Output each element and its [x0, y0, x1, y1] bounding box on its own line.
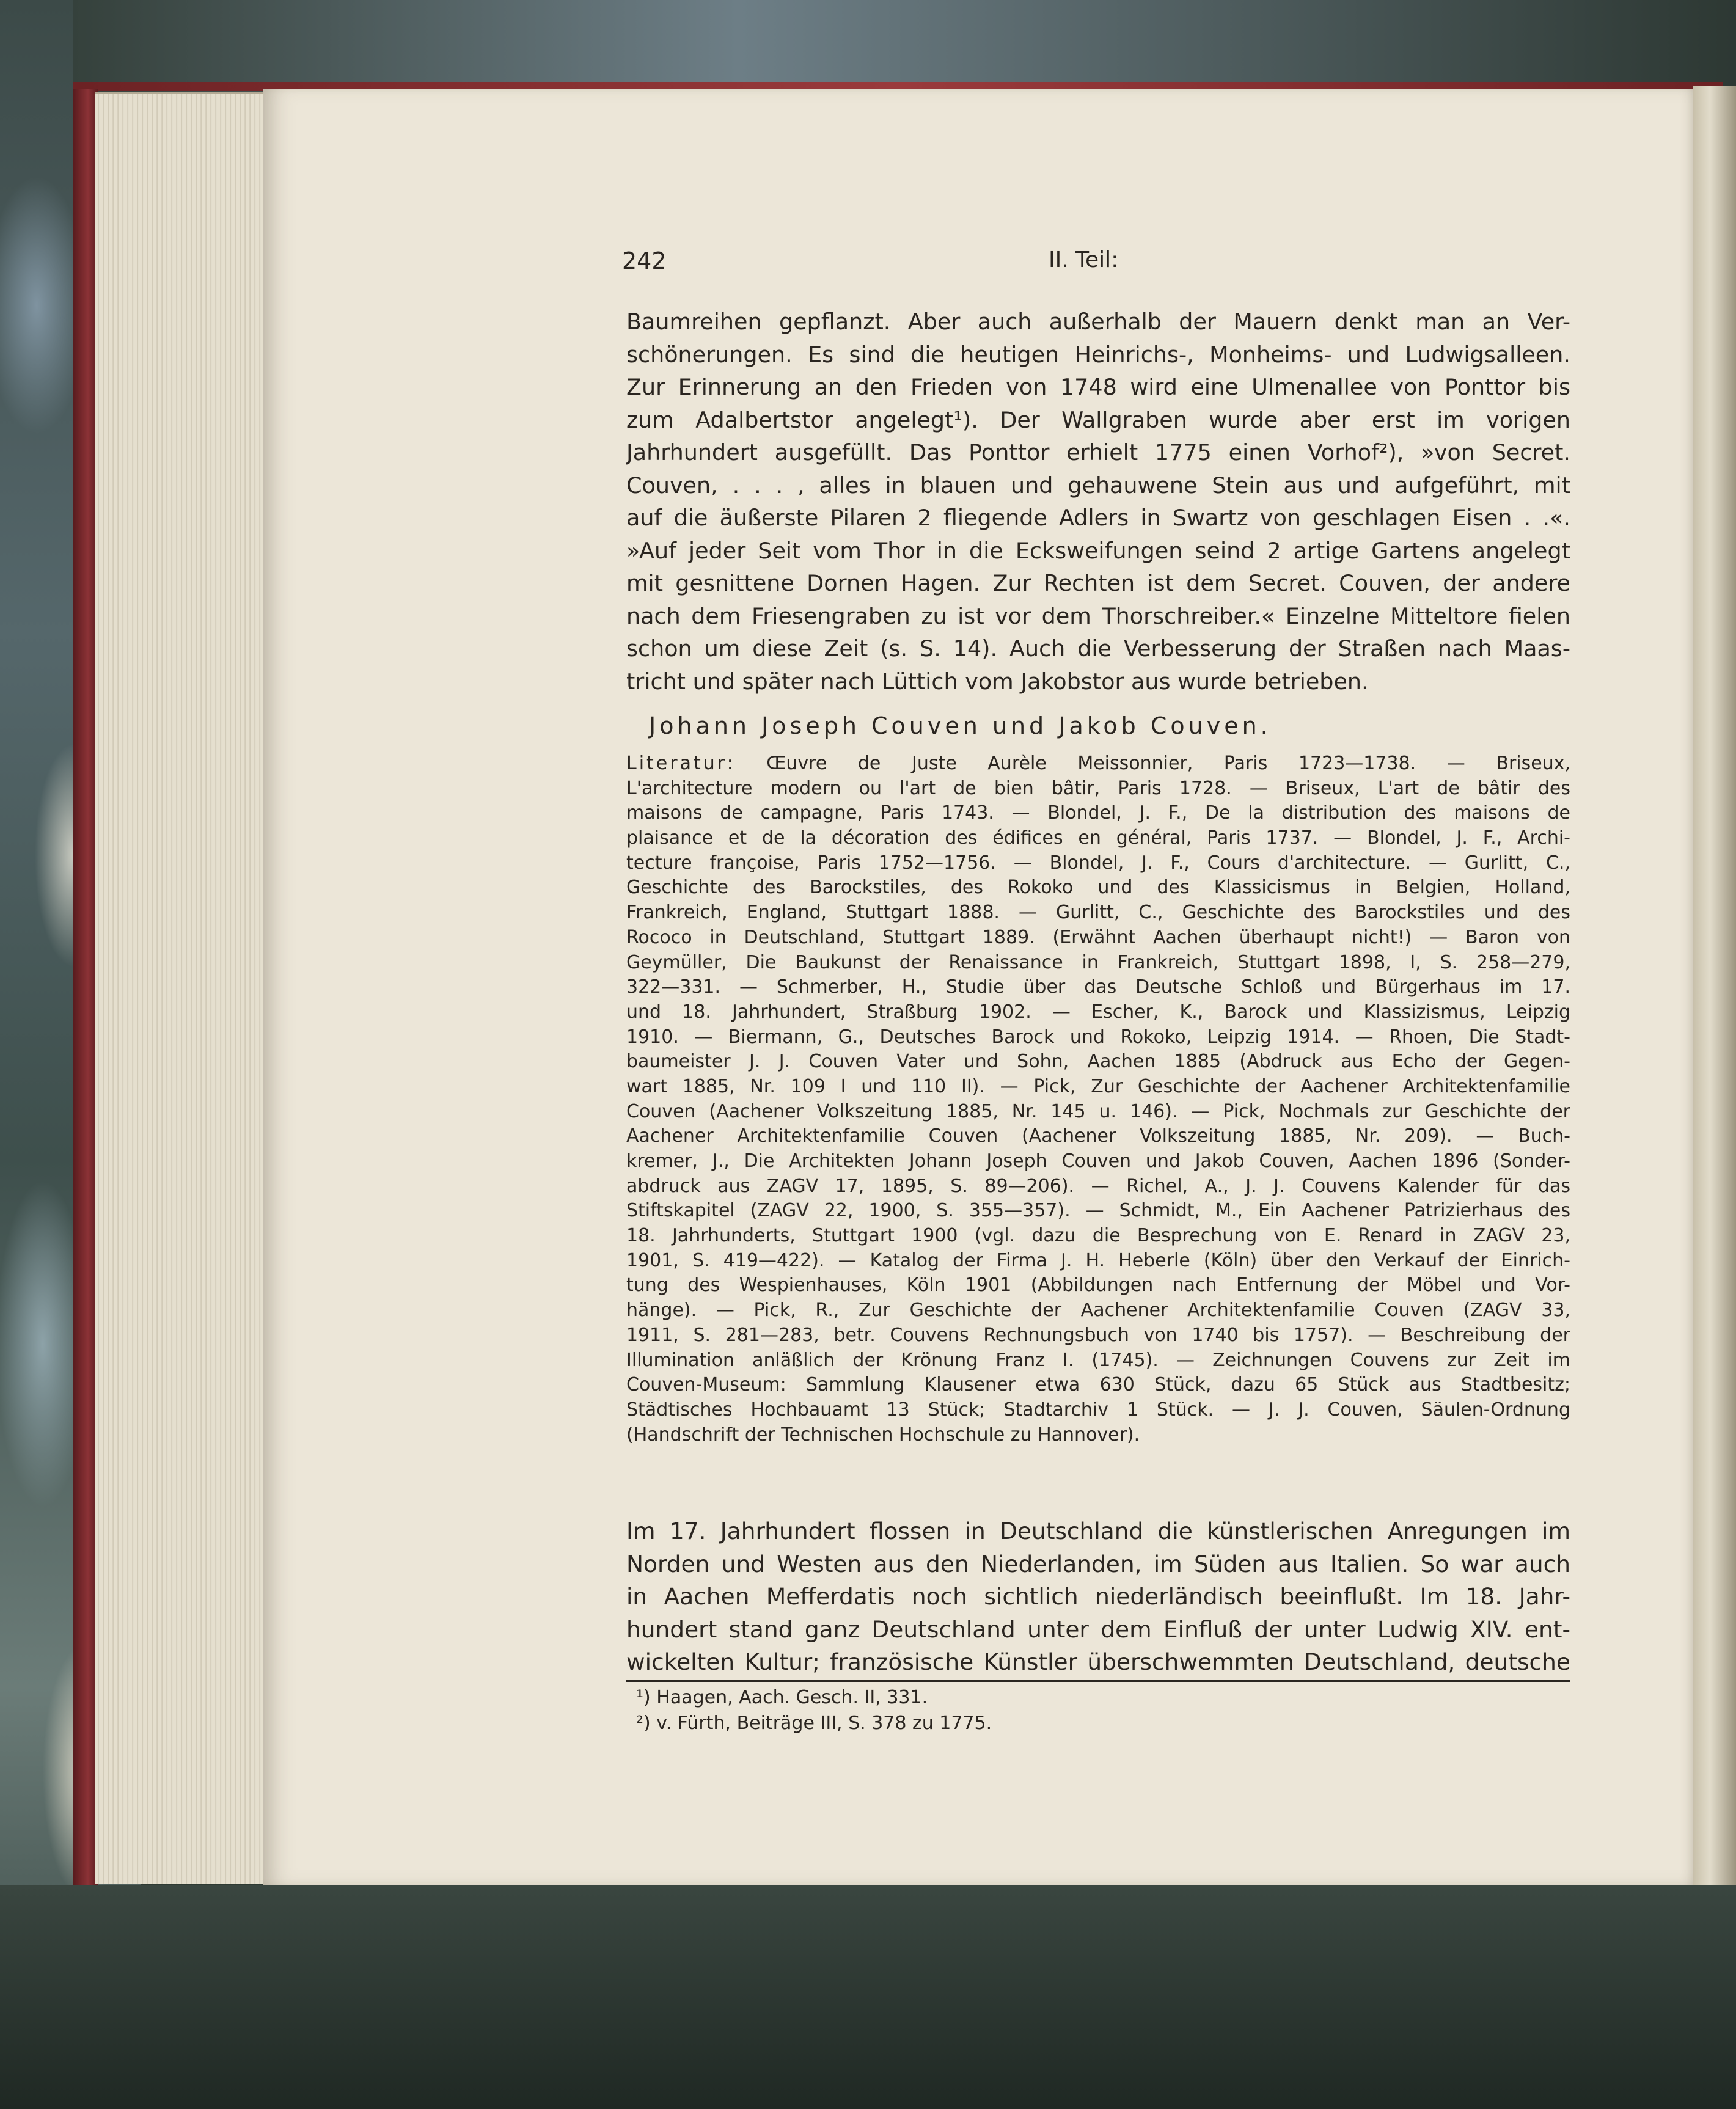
lit-line: 322—331. — Schmerber, H., Studie über das Deutsche Schloß und Bürgerhaus im 17. — [626, 976, 1570, 998]
lit-line: 1901, S. 419—422). — Katalog der Firma J. H. Heberle (Köln) über den Verkauf der Einrich- — [626, 1249, 1570, 1271]
footnote: ²) v. Fürth, Beiträge III, S. 378 zu 1775. — [636, 1712, 992, 1734]
text-line: Im 17. Jahrhundert flossen in Deutschland die künstlerischen Anregungen im — [626, 1518, 1570, 1544]
lit-line: Geschichte des Barockstiles, des Rokoko und des Klassicismus in Belgien, Holland, — [626, 877, 1570, 899]
second-paragraph — [626, 1515, 1570, 1679]
lit-line: wart 1885, Nr. 109 I und 110 II). — Pick, Zur Geschichte der Aachener Architektenfamilie — [626, 1075, 1570, 1097]
literature-list — [626, 751, 1570, 1447]
lit-line: L'architecture modern ou l'art de bien bâtir, Paris 1728. — Briseux, L'art de bâtir des — [626, 777, 1570, 799]
right-page-edge — [1693, 86, 1736, 1894]
lit-line: Couven-Museum: Sammlung Klausener etwa 630 Stück, dazu 65 Stück aus Stadtbesitz; — [626, 1374, 1570, 1396]
lit-line: abdruck aus ZAGV 17, 1895, S. 89—206). — Richel, A., J. J. Couvens Kalender für das — [626, 1175, 1570, 1197]
cover-top-edge — [73, 0, 1736, 92]
footnote: ¹) Haagen, Aach. Gesch. II, 331. — [636, 1687, 928, 1708]
text-line: tricht und später nach Lüttich vom Jakobstor aus wurde betrieben. — [626, 668, 1369, 695]
lit-line: Städtisches Hochbauamt 13 Stück; Stadtarchiv 1 Stück. — J. J. Couven, Säulen-Ordnung — [626, 1398, 1570, 1420]
lit-line: tung des Wespienhauses, Köln 1901 (Abbildungen nach Entfernung der Möbel und Vor- — [626, 1274, 1570, 1296]
lit-line: Couven (Aachener Volkszeitung 1885, Nr. 145 u. 146). — Pick, Nochmals zur Geschichte der — [626, 1100, 1570, 1122]
lit-line: und 18. Jahrhundert, Straßburg 1902. — Escher, K., Barock und Klassizismus, Leipzig — [626, 1001, 1570, 1023]
text-line: wickelten Kultur; französische Künstler überschwemmten Deutschland, deutsche — [626, 1648, 1570, 1675]
text-line: schönerungen. Es sind die heutigen Heinrichs-, Monheims- und Ludwigsalleen. — [626, 341, 1570, 368]
text-line: Couven, . . . , alles in blauen und gehauwene Stein aus und aufgeführt, mit — [626, 472, 1570, 499]
red-spine — [73, 89, 98, 1885]
lit-line: 1910. — Biermann, G., Deutsches Barock und Rokoko, Leipzig 1914. — Rhoen, Die Stadt- — [626, 1026, 1570, 1048]
footnote-rule — [626, 1680, 1570, 1682]
lit-line: Rococo in Deutschland, Stuttgart 1889. (Erwähnt Aachen überhaupt nicht!) — Baron von — [626, 926, 1570, 948]
lit-line-first — [626, 751, 1570, 777]
text-line: Baumreihen gepflanzt. Aber auch außerhalb der Mauern denkt man an Ver- — [626, 309, 1570, 335]
page-number: 242 — [622, 247, 667, 274]
text-line: zum Adalbertstor angelegt¹). Der Wallgraben wurde aber erst im vorigen — [626, 406, 1570, 433]
lit-line: Stiftskapitel (ZAGV 22, 1900, S. 355—357). — Schmidt, M., Ein Aachener Patrizierhaus des — [626, 1200, 1570, 1222]
lit-line: (Handschrift der Technischen Hochschule zu Hannover). — [626, 1424, 1140, 1446]
text-line: »Auf jeder Seit vom Thor in die Ecksweifungen seind 2 artige Gartens angelegt — [626, 537, 1570, 564]
main-paragraph — [626, 305, 1570, 698]
text-line: hundert stand ganz Deutschland unter dem Einfluß der unter Ludwig XIV. ent- — [626, 1615, 1570, 1643]
lit-text: Œuvre de Juste Aurèle Meissonnier, Paris 1723—1738. — Briseux, — [766, 753, 1570, 774]
text-line: Zur Erinnerung an den Frieden von 1748 wird eine Ulmenallee von Ponttor bis — [626, 374, 1570, 400]
text-line: schon um diese Zeit (s. S. 14). Auch die Verbesserung der Straßen nach Maas- — [626, 635, 1570, 662]
lit-line: Aachener Architektenfamilie Couven (Aachener Volkszeitung 1885, Nr. 209). — Buch- — [626, 1125, 1570, 1147]
footnotes — [626, 1685, 1570, 1736]
section-heading: Johann Joseph Couven und Jakob Couven. — [649, 712, 1272, 739]
lit-line: Frankreich, England, Stuttgart 1888. — Gurlitt, C., Geschichte des Barockstiles und des — [626, 902, 1570, 924]
lit-line: kremer, J., Die Architekten Johann Joseph Couven und Jakob Couven, Aachen 1896 (Sonder- — [626, 1150, 1570, 1172]
lit-line: 1911, S. 281—283, betr. Couvens Rechnungsbuch von 1740 bis 1757). — Beschreibung der — [626, 1324, 1570, 1346]
text-line: in Aachen Mefferdatis noch sichtlich niederländisch beeinflußt. Im 18. Jahr- — [626, 1583, 1570, 1610]
lit-line: Illumination anläßlich der Krönung Franz I. (1745). — Zeichnungen Couvens zur Zeit im — [626, 1349, 1570, 1371]
lit-line: 18. Jahrhunderts, Stuttgart 1900 (vgl. dazu die Besprechung von E. Renard in ZAGV 23, — [626, 1225, 1570, 1247]
lit-line: tecture françoise, Paris 1752—1756. — Blondel, J. F., Cours d'architecture. — Gurlitt, C., — [626, 852, 1570, 874]
text-line: nach dem Friesengraben zu ist vor dem Thorschreiber.« Einzelne Mitteltore fielen — [626, 602, 1570, 629]
lit-line: maisons de campagne, Paris 1743. — Blondel, J. F., De la distribution des maisons de — [626, 802, 1570, 824]
lit-line: plaisance et de la décoration des édifices en général, Paris 1737. — Blondel, J. F., Archi- — [626, 827, 1570, 849]
running-head: II. Teil: — [1049, 247, 1119, 272]
lit-line: Geymüller, Die Baukunst der Renaissance in Frankreich, Stuttgart 1898, I, S. 258—279, — [626, 951, 1570, 973]
literatur-label: Literatur: — [626, 753, 736, 774]
text-line: Norden und Westen aus den Niederlanden, im Süden aus Italien. So war auch — [626, 1550, 1570, 1577]
text-line: auf die äußerste Pilaren 2 fliegende Adlers in Swartz von geschlagen Eisen . .«. — [626, 505, 1570, 531]
table-background — [0, 1885, 1736, 2109]
text-line: mit gesnittene Dornen Hagen. Zur Rechten ist dem Secret. Couven, der andere — [626, 570, 1570, 596]
lit-line: hänge). — Pick, R., Zur Geschichte der Aachener Architektenfamilie Couven (ZAGV 33, — [626, 1299, 1570, 1321]
page-stack-edges — [95, 92, 272, 1884]
text-line: Jahrhundert ausgefüllt. Das Ponttor erhielt 1775 einen Vorhof²), »von Secret. — [626, 439, 1570, 466]
lit-line: baumeister J. J. Couven Vater und Sohn, Aachen 1885 (Abdruck aus Echo der Gegen- — [626, 1051, 1570, 1073]
